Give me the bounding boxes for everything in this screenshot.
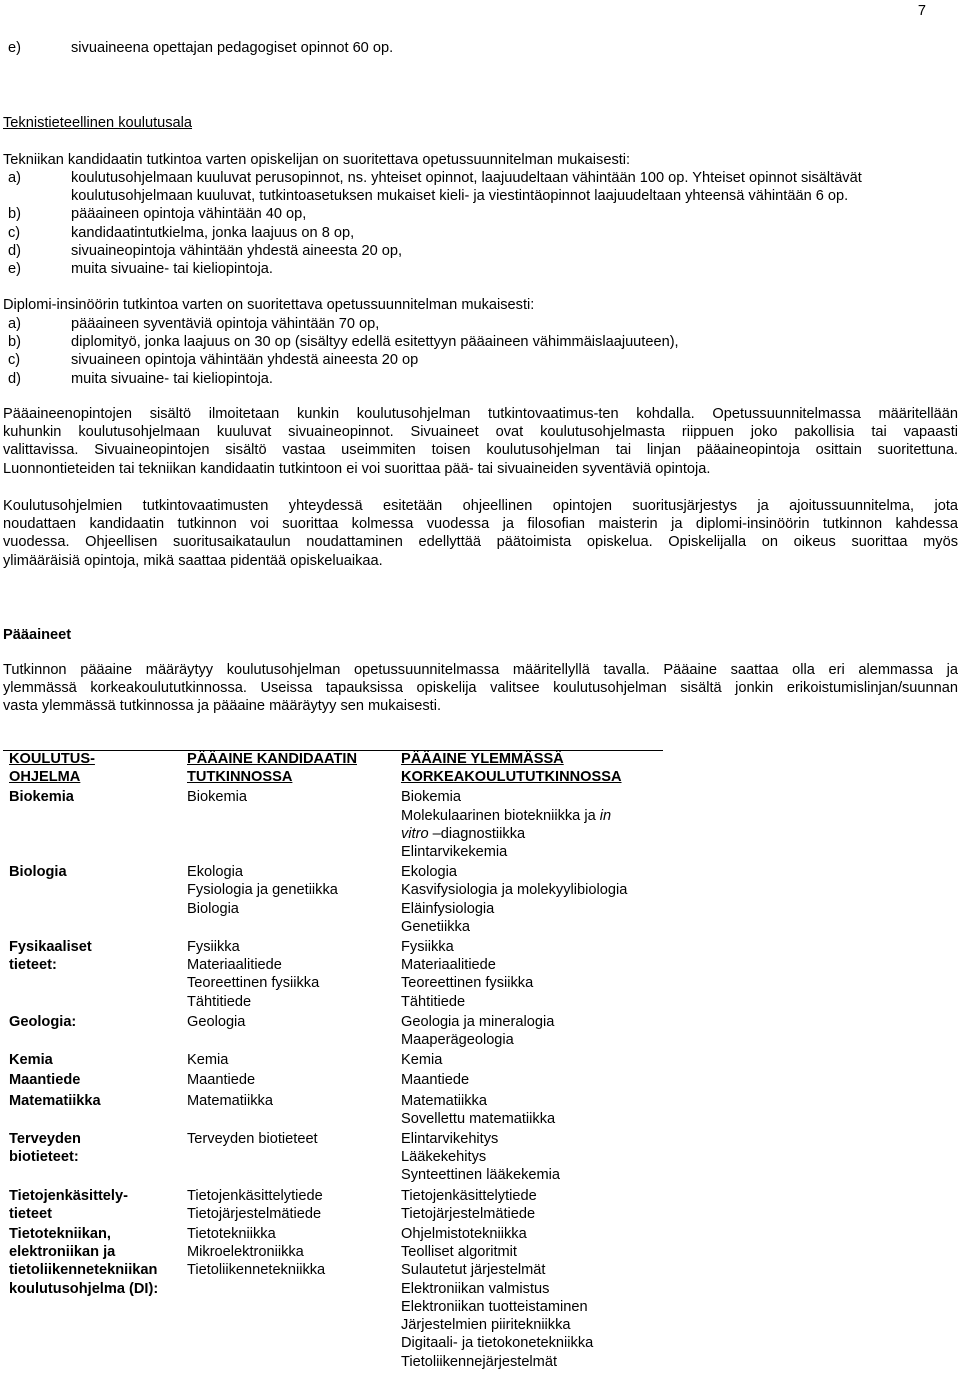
italic-word: in: [599, 807, 612, 824]
table-row: [3, 1130, 663, 1187]
table-cell-bachelor: [181, 1225, 395, 1373]
cell-line: Digitaali- ja tietokonetekniikka: [401, 1335, 594, 1352]
paragraph-line: Tutkinnon pääaine määräytyy koulutusohjelman opetussuunnitelmassa määritellyllä tavalla. Pääaine saattaa olla eri alemmassa ja: [3, 662, 958, 678]
cell-line: Tähtitiede: [401, 993, 466, 1010]
table-row: [3, 1071, 663, 1091]
list-key: d): [8, 242, 21, 259]
table-row: [3, 863, 663, 938]
table-cell-master: [395, 1013, 663, 1051]
list-text: sivuaineena opettajan pedagogiset opinnot 60 op.: [71, 40, 394, 56]
paragraph-line: vuodessa. Ohjeellisen suoritusaikataulun noudattaminen edellyttää päätoimista opiskelua. Opiskelijalla on oikeus suorittaa myös: [3, 534, 958, 551]
cell-line: Geologia: [187, 1013, 246, 1030]
cell-line: Sulautetut järjestelmät: [401, 1262, 546, 1279]
table-row: [3, 788, 663, 863]
header-line: PÄÄAINE YLEMMÄSSÄ: [401, 751, 564, 767]
cell-line: Synteettinen lääkekemia: [401, 1167, 561, 1184]
list-item: [8, 260, 938, 278]
cell-line: Tähtitiede: [187, 993, 252, 1010]
list-key: a): [8, 316, 21, 332]
table-cell-program: [3, 1051, 181, 1071]
table-cell-bachelor: [181, 1013, 395, 1051]
table-cell-master: [395, 1130, 663, 1187]
table-cell-master: [395, 1187, 663, 1225]
di-lead: Diplomi-insinöörin tutkintoa varten on suoritettava opetussuunnitelman mukaisesti:: [3, 297, 535, 313]
paragraph-line: valittavissa. Sivuaineopintojen sisältö vastaa useimmiten toisen koulutusohjelman tai linjan pääaineopintoja osittain suoritettuna.: [3, 442, 958, 459]
cell-line: Järjestelmien piiritekniikka: [401, 1317, 571, 1334]
table-cell-master: [395, 1051, 663, 1071]
cell-line: Biokemia: [187, 789, 248, 806]
table-cell-program: [3, 1225, 181, 1373]
list-key: d): [8, 370, 21, 387]
cell-line: Genetiikka: [401, 918, 470, 935]
italic-word: vitro: [401, 825, 429, 842]
cell-line: Matematiikka: [187, 1092, 273, 1109]
cell-line: Tietojärjestelmätiede: [401, 1205, 536, 1222]
table-cell-bachelor: [181, 1092, 395, 1130]
paragraph-line: Luonnontieteiden tai tekniikan kandidaatin tutkintoon ei voi suorittaa pää- tai sivuaineiden syventäviä opintoja.: [3, 460, 711, 477]
cell-line: Maantiede: [9, 1072, 81, 1089]
cell-line: Kemia: [401, 1052, 443, 1069]
list-text: [71, 242, 938, 260]
cell-line: Elektroniikan tuotteistaminen: [401, 1298, 588, 1315]
list-text-line: koulutusohjelmaan kuuluvat, tutkintoasetuksen mukaiset kieli- ja viestintäopinnot laajuudeltaan yhteensä vähintään 6 op.: [71, 188, 849, 205]
header-line: PÄÄAINE KANDIDAATIN: [187, 751, 357, 767]
table-row: [3, 1187, 663, 1225]
list-key: e): [8, 261, 21, 278]
table-cell-master: [395, 788, 663, 863]
list-text-line: koulutusohjelmaan kuuluvat perusopinnot, ns. yhteiset opinnot, laajuudeltaan vähintään 100 op. Yhteiset opinnot sisältävät: [71, 170, 862, 186]
cell-line: Sovellettu matematiikka: [401, 1110, 556, 1127]
cell-line: Tietotekniikka: [187, 1226, 276, 1243]
cell-line: tietoliikennetekniikan: [9, 1262, 158, 1279]
cell-line: Kemia: [187, 1052, 229, 1069]
cell-line: Ekologia: [187, 864, 243, 881]
cell-line: Fysiikka: [187, 939, 240, 956]
cell-line: vitro –diagnostiikka: [401, 825, 526, 842]
cell-line: Biokemia: [9, 789, 74, 806]
cell-line: Fysiologia ja genetiikka: [187, 882, 338, 899]
cell-line: Kasvifysiologia ja molekyylibiologia: [401, 882, 628, 899]
paaaineet-table: [3, 750, 663, 1373]
table-cell-bachelor: [181, 1051, 395, 1071]
table-row: [3, 938, 663, 1013]
list-text-line: muita sivuaine- tai kieliopintoja.: [71, 261, 273, 278]
di-list: [8, 315, 938, 388]
list-item: [8, 351, 938, 369]
cell-line: Tietotekniikan,: [9, 1226, 111, 1243]
paragraph-suoritusjarjestys: [3, 497, 958, 570]
cell-line: Kemia: [9, 1052, 53, 1069]
cell-line: Biokemia: [401, 789, 462, 806]
table-header-cell: [395, 750, 663, 788]
list-item: [8, 205, 938, 223]
cell-line: Materiaalitiede: [401, 957, 496, 974]
cell-line: Tietojenkäsittely-: [9, 1187, 128, 1204]
cell-line: Tietoliikennetekniikka: [187, 1262, 326, 1279]
header-line: OHJELMA: [9, 769, 81, 786]
table-cell-program: [3, 1130, 181, 1187]
cell-line: Geologia:: [9, 1013, 77, 1030]
list-item: [8, 224, 938, 242]
cell-line: Teoreettinen fysiikka: [187, 975, 320, 992]
table-cell-bachelor: [181, 788, 395, 863]
cell-line: Elektroniikan valmistus: [401, 1280, 550, 1297]
intro-list-item: [8, 39, 938, 57]
cell-line: Elintarvikekemia: [401, 844, 508, 861]
section-heading-paaaineet: Pääaineet: [3, 627, 72, 643]
table-header-cell: [181, 750, 395, 788]
cell-line: Materiaalitiede: [187, 957, 282, 974]
page-number: 7: [917, 3, 926, 19]
cell-line: Ohjelmistotekniikka: [401, 1226, 527, 1243]
paragraph-paaaine: [3, 661, 958, 716]
list-item: [8, 169, 938, 205]
table-cell-program: [3, 938, 181, 1013]
paragraph-line: vasta ylemmässä tutkinnossa ja pääaine määräytyy sen mukaisesti.: [3, 698, 442, 715]
table-cell-master: [395, 1225, 663, 1373]
cell-line: Terveyden: [9, 1131, 81, 1148]
cell-line: tieteet: [9, 1205, 52, 1222]
table-cell-bachelor: [181, 1130, 395, 1187]
table-cell-master: [395, 1071, 663, 1091]
paragraph-line: ylimääräisiä opintoja, mikä saattaa pidentää opiskeluaikaa.: [3, 552, 383, 569]
list-text: diplomityö, jonka laajuus on 30 op (sisältyy edellä esitettyyn pääaineen vähimmäislaajuuteen),: [71, 334, 679, 351]
list-item: [8, 370, 938, 388]
paragraph-line: Pääaineenopintojen sisältö ilmoitetaan kunkin koulutusohjelman tutkintovaatimus-ten kohdalla. Opetussuunnitelmassa määritellään: [3, 406, 958, 422]
cell-line: Molekulaarinen biotekniikka ja in: [401, 807, 612, 824]
list-key: a): [8, 170, 21, 186]
cell-line: Ekologia: [401, 864, 457, 881]
table-cell-bachelor: [181, 1187, 395, 1225]
table-cell-bachelor: [181, 938, 395, 1013]
table-row: [3, 1051, 663, 1071]
list-item: [8, 333, 938, 351]
cell-line: Elintarvikehitys: [401, 1131, 499, 1148]
cell-line: Fysiikka: [401, 939, 454, 956]
table-cell-bachelor: [181, 1071, 395, 1091]
section-heading-tekniikka: Teknistieteellinen koulutusala: [3, 115, 193, 131]
table-cell-program: [3, 863, 181, 938]
table-header-cell: [3, 750, 181, 788]
cell-line: Eläinfysiologia: [401, 900, 495, 917]
table-cell-program: [3, 1013, 181, 1051]
cell-line: Terveyden biotieteet: [187, 1131, 318, 1148]
list-key: c): [8, 352, 21, 369]
cell-line: Geologia ja mineralogia: [401, 1013, 555, 1030]
cell-line: elektroniikan ja: [9, 1244, 116, 1261]
tk-lead: Tekniikan kandidaatin tutkintoa varten opiskelijan on suoritettava opetussuunnitelman mukaisesti:: [3, 152, 631, 168]
header-line: TUTKINNOSSA: [187, 769, 293, 786]
cell-line: Biologia: [9, 864, 67, 881]
paragraph-paaaineopinnot: [3, 405, 958, 478]
list-text-line: pääaineen opintoja vähintään 40 op,: [71, 206, 307, 223]
list-key: e): [8, 40, 21, 56]
list-text: [71, 205, 938, 223]
list-text: sivuaineen opintoja vähintään yhdestä aineesta 20 op: [71, 352, 419, 369]
cell-line: Maantiede: [401, 1072, 470, 1089]
list-text: [71, 169, 938, 205]
list-text-line: kandidaatintutkielma, jonka laajuus on 8 op,: [71, 224, 355, 241]
table-header-row: [3, 750, 663, 788]
list-key: c): [8, 224, 21, 241]
list-text: [71, 224, 938, 242]
table-cell-bachelor: [181, 863, 395, 938]
cell-line: Mikroelektroniikka: [187, 1244, 304, 1261]
list-key: b): [8, 206, 21, 223]
list-item: [8, 315, 938, 333]
table-cell-master: [395, 1092, 663, 1130]
cell-line: Fysikaaliset: [9, 939, 92, 956]
cell-line: biotieteet:: [9, 1149, 79, 1166]
cell-line: Tietoliikennejärjestelmät: [401, 1353, 558, 1370]
paragraph-line: ylemmässä korkeakoulututkinnossa. Useissa tapauksissa opiskelija valitsee koulutusohjelman sisältä jonkin erikoistumislinjan/suunnan: [3, 680, 958, 697]
paragraph-line: Koulutusohjelmien tutkintovaatimusten yhteydessä esitetään ohjeellinen opintojen suoritusjärjestys ja ajoitussuunnitelma, jota: [3, 498, 958, 514]
cell-line: Matematiikka: [401, 1092, 487, 1109]
cell-line: Biologia: [187, 900, 239, 917]
cell-line: Tietojenkäsittelytiede: [187, 1187, 323, 1204]
list-item: [8, 242, 938, 260]
tk-list: [8, 169, 938, 278]
cell-line: koulutusohjelma (DI):: [9, 1280, 159, 1297]
cell-line: Teoreettinen fysiikka: [401, 975, 534, 992]
paragraph-line: noudattaen kandidaatin tutkinnon voi suorittaa kolmessa vuodessa ja filosofian maisterin ja diplomi-insinöörin tutkinnon kahdessa: [3, 516, 958, 533]
header-line: KORKEAKOULUTUTKINNOSSA: [401, 769, 622, 786]
cell-line: Tietojärjestelmätiede: [187, 1205, 322, 1222]
table-cell-master: [395, 938, 663, 1013]
table-cell-program: [3, 1092, 181, 1130]
table-row: [3, 1225, 663, 1373]
paragraph-line: kuhunkin koulutusohjelmaan kuuluvat sivuaineopinnot. Sivuaineet ovat koulutusohjelmasta riippuen joko pakollisia tai vapaasti: [3, 424, 958, 441]
table-cell-program: [3, 1187, 181, 1225]
list-text: pääaineen syventäviä opintoja vähintään 70 op,: [71, 316, 380, 332]
list-text-line: sivuaineopintoja vähintään yhdestä aineesta 20 op,: [71, 242, 403, 259]
cell-line: Maaperägeologia: [401, 1032, 514, 1049]
cell-line: Teolliset algoritmit: [401, 1244, 517, 1261]
cell-line: Lääkekehitys: [401, 1149, 487, 1166]
list-text: [71, 260, 938, 278]
cell-line: Tietojenkäsittelytiede: [401, 1187, 537, 1204]
table-cell-program: [3, 788, 181, 863]
table-cell-program: [3, 1071, 181, 1091]
cell-line: Maantiede: [187, 1072, 256, 1089]
table-row: [3, 1092, 663, 1130]
list-text: muita sivuaine- tai kieliopintoja.: [71, 370, 273, 387]
cell-line: Matematiikka: [9, 1092, 101, 1109]
header-line: KOULUTUS-: [9, 751, 95, 767]
list-key: b): [8, 334, 21, 351]
table-row: [3, 1013, 663, 1051]
table-cell-master: [395, 863, 663, 938]
cell-line: tieteet:: [9, 957, 57, 974]
